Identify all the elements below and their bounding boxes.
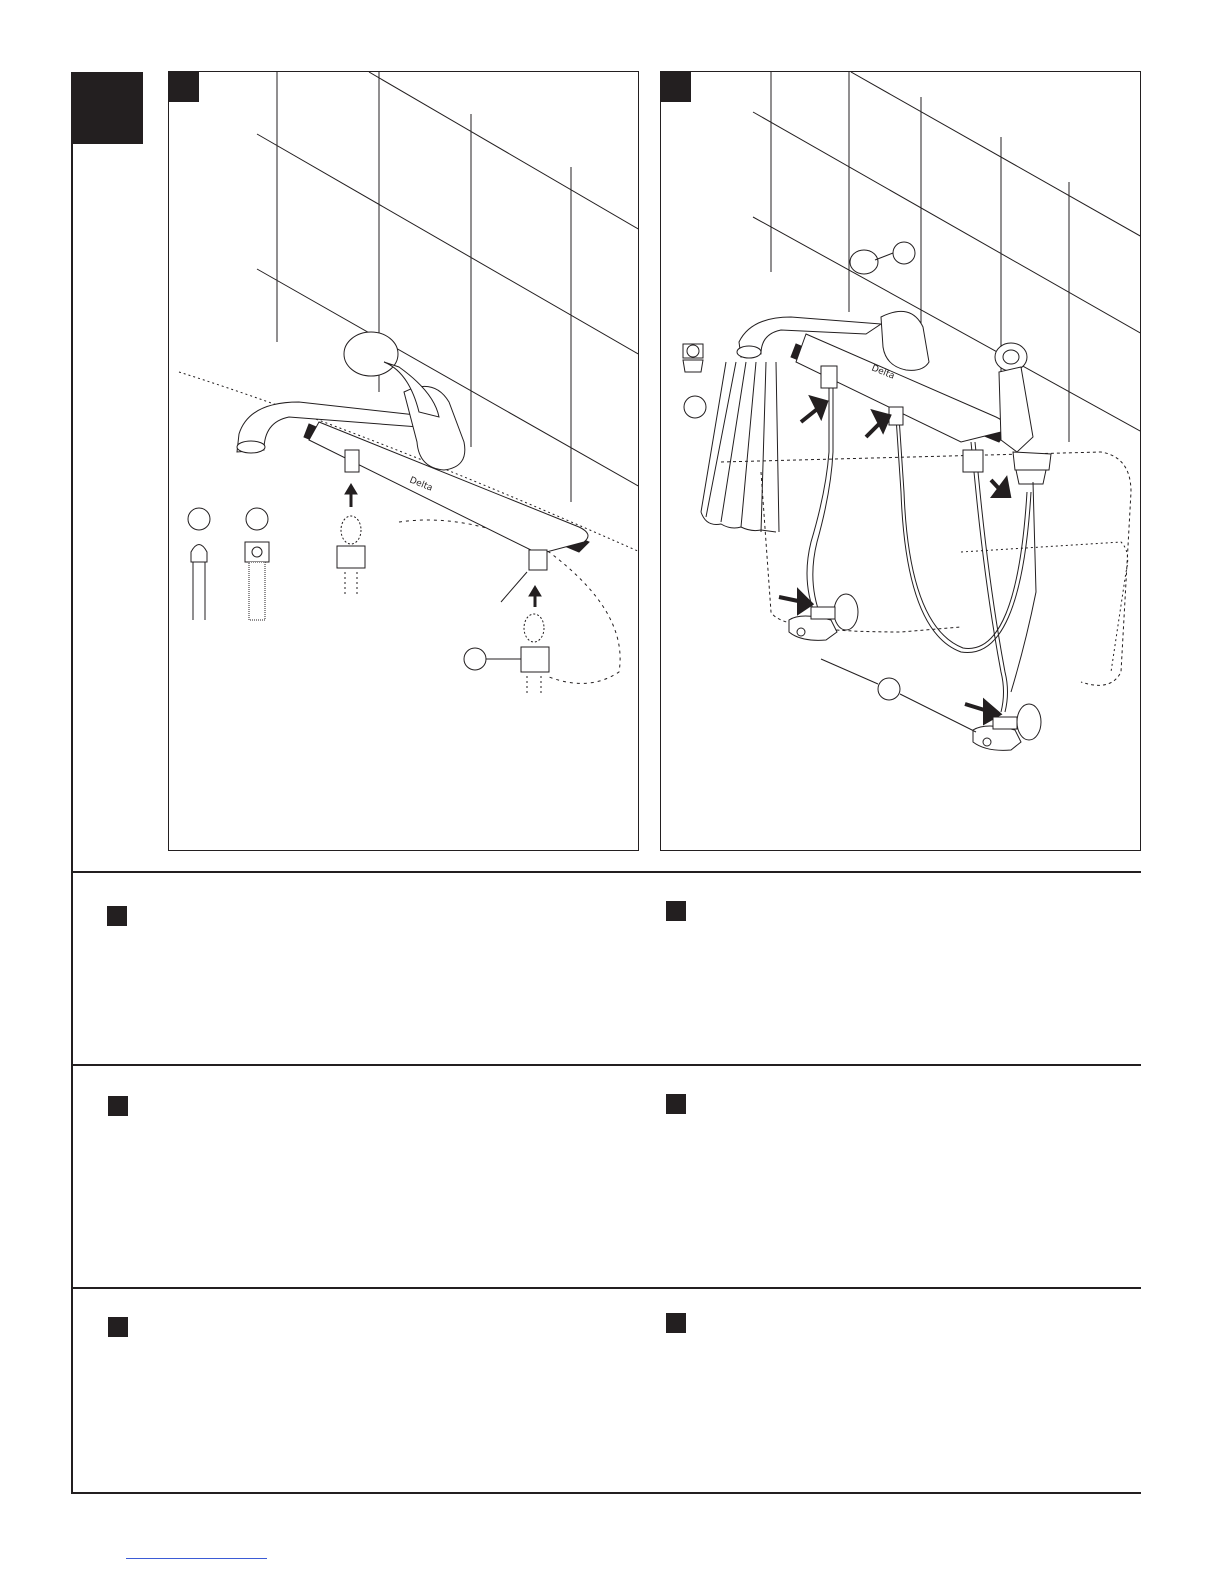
section-divider	[71, 1492, 1141, 1494]
figure-b-panel	[660, 71, 1141, 851]
section-3-right-marker	[666, 1313, 686, 1333]
section-1-left-marker	[107, 906, 127, 926]
left-rule	[71, 72, 73, 1494]
faucet-brand-label: Delta	[869, 363, 896, 382]
section-divider	[71, 1064, 1141, 1066]
figure-a-illustration	[169, 72, 639, 851]
figure-b-illustration	[661, 72, 1141, 851]
figure-a-panel	[168, 71, 639, 851]
section-3-left-marker	[108, 1317, 128, 1337]
section-1-right-marker	[666, 901, 686, 921]
section-2-right-marker	[666, 1094, 686, 1114]
section-divider	[71, 871, 1141, 873]
step-number-tab	[71, 72, 143, 144]
section-divider	[71, 1287, 1141, 1289]
footer-link[interactable]	[126, 1558, 267, 1559]
section-2-left-marker	[108, 1096, 128, 1116]
faucet-brand-label: Delta	[407, 475, 434, 494]
